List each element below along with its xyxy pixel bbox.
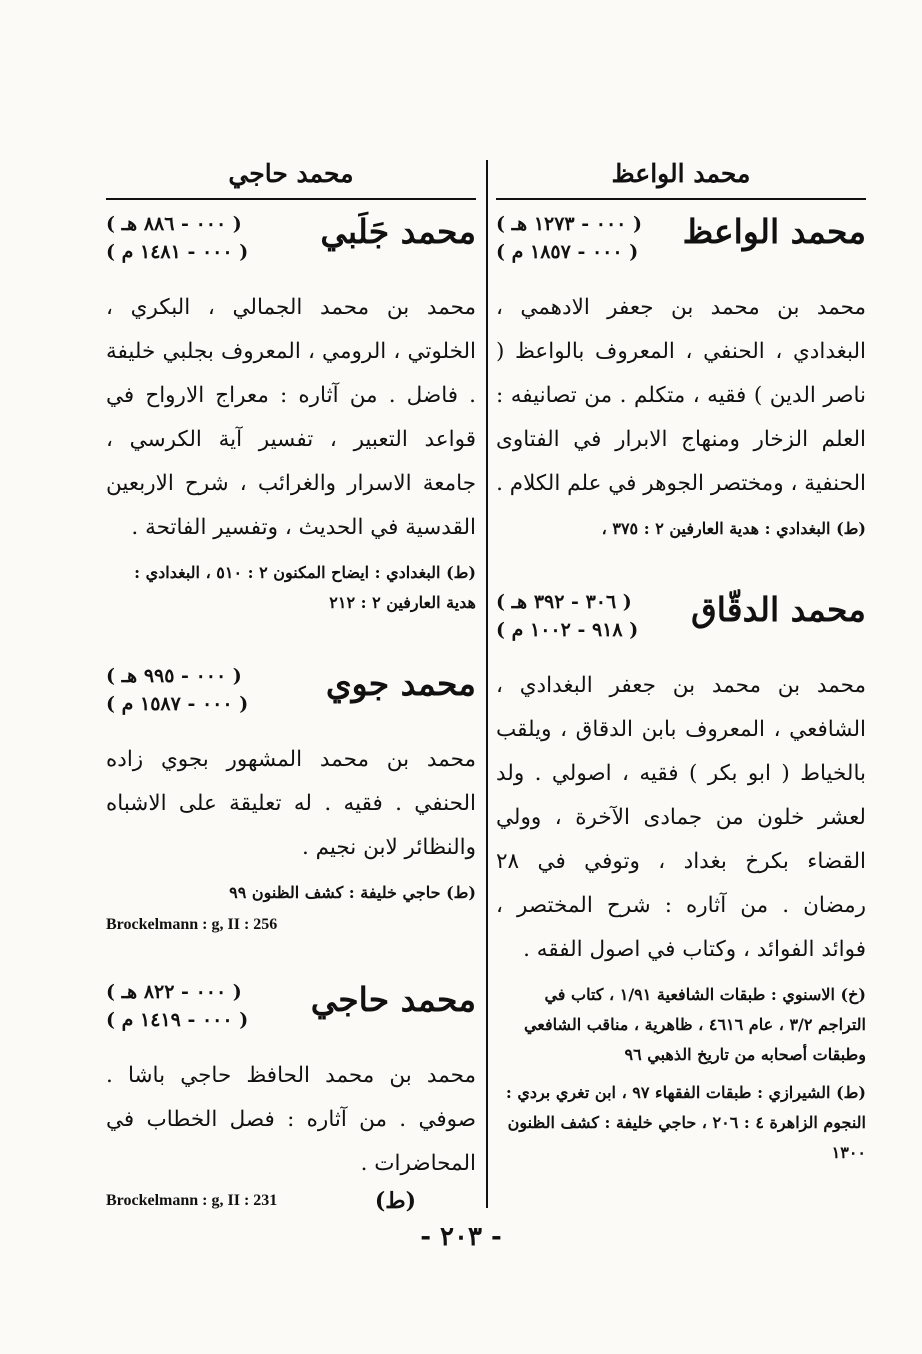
column-divider xyxy=(486,160,488,1208)
entry-dates xyxy=(106,210,248,266)
gregorian-dates: ( ٠٠٠ - ١٨٥٧ م ) xyxy=(496,241,639,263)
entry-heading xyxy=(106,660,476,732)
entry-dates xyxy=(106,978,248,1034)
entry-body: محمد بن محمد الحافظ حاجي باشا . صوفي . من آثاره : فصل الخطاب في المحاضرات . xyxy=(106,1063,476,1176)
entry-manuscript-sources: (خ) الاسنوي : طبقات الشافعية ١/٩١ ، كتاب في التراجم ٣/٢ ، عام ٤٦١٦ ، ظاهرية ، مناقب الشافعي وطبقات أصحابه من تاريخ الذهبي ٩٦ xyxy=(523,985,866,1064)
entry-dates xyxy=(496,588,638,644)
entry-muhammad-chelebi xyxy=(106,208,476,618)
entry-heading xyxy=(496,208,866,280)
entry-muhammad-jawi xyxy=(106,660,476,934)
entry-body: محمد بن محمد بن جعفر البغدادي ، الشافعي ، المعروف بابن الدقاق ، ويلقب بالخياط ( ابو بكر ) فقيه ، اصولي . ولد لعشر خلون من جمادى الآخرة ، وولي القضاء بكرخ بغداد ، وتوفي في ٢٨ رمضان . من آثاره : شرح المختصر ، فوائد الفوائد ، وكتاب في اصول الفقه . xyxy=(496,673,866,962)
entry-muhammad-al-daqqaq xyxy=(496,586,866,1168)
entry-heading xyxy=(496,586,866,658)
entry-sources: (ط) البغدادي : ايضاح المكنون ٢ : ٥١٠ ، البغدادي : هدية العارفين ٢ : ٢١٢ xyxy=(134,563,476,612)
hijri-dates: ( ٠٠٠ - ٨٨٦ هـ ) xyxy=(106,213,242,235)
entry-dates xyxy=(496,210,642,266)
spacer xyxy=(106,618,476,656)
left-column xyxy=(106,150,476,1222)
entry-heading xyxy=(106,976,476,1048)
hijri-dates: ( ٠٠٠ - ١٢٧٣ هـ ) xyxy=(496,213,642,235)
gregorian-dates: ( ٠٠٠ - ١٥٨٧ م ) xyxy=(106,693,249,715)
gregorian-dates: ( ٠٠٠ - ١٤١٩ م ) xyxy=(106,1009,249,1031)
page-number: - ٢٠٣ - xyxy=(420,1222,502,1252)
hijri-dates: ( ٣٠٦ - ٣٩٢ هـ ) xyxy=(496,591,632,613)
entry-name: محمد جَلَبي xyxy=(320,212,476,251)
gregorian-dates: ( ٠٠٠ - ١٤٨١ م ) xyxy=(106,241,249,263)
entry-name: محمد جوي xyxy=(325,664,476,703)
hijri-dates: ( ٠٠٠ - ٩٩٥ هـ ) xyxy=(106,665,242,687)
entry-printed-sources: (ط) الشيرازي : طبقات الفقهاء ٩٧ ، ابن تغري بردي : النجوم الزاهرة ٤ : ٢٠٦ ، حاجي خليفة : كشف الظنون ١٣٠٠ xyxy=(505,1083,866,1162)
entry-name: محمد الدقّاق xyxy=(691,590,866,629)
printed-source-tag: (ط) xyxy=(374,1188,416,1214)
gregorian-dates: ( ٩١٨ - ١٠٠٢ م ) xyxy=(496,619,639,641)
entry-sources: (ط) البغدادي : هدية العارفين ٢ : ٣٧٥ ، xyxy=(601,519,866,538)
right-running-header: محمد الواعظ xyxy=(611,159,751,188)
entry-sources: (ط) حاجي خليفة : كشف الظنون ٩٩ xyxy=(229,883,476,902)
entry-dates xyxy=(106,662,248,718)
entry-closing-line xyxy=(106,1188,476,1222)
entry-muhammad-al-waiz xyxy=(496,208,866,544)
left-running-header: محمد حاجي xyxy=(228,159,354,188)
entry-name: محمد حاجي xyxy=(310,980,476,1019)
spacer xyxy=(496,544,866,582)
latin-reference: Brockelmann : g, II : 256 xyxy=(106,916,278,933)
entry-body: محمد بن محمد بن جعفر الادهمي ، البغدادي ، الحنفي ، المعروف بالواعظ ( ناصر الدين ) فقيه ، متكلم . من تصانيفه : العلم الزخار ومنهاج الابرار في الفتاوى الحنفية ، ومختصر الجوهر في علم الكلام . xyxy=(496,295,866,496)
latin-reference: Brockelmann : g, II : 231 xyxy=(106,1192,278,1209)
spacer xyxy=(106,934,476,972)
entry-heading xyxy=(106,208,476,280)
right-column xyxy=(496,150,866,1168)
entry-body: محمد بن محمد الجمالي ، البكري ، الخلوتي ، الرومي ، المعروف بجلبي خليفة . فاضل . من آثاره : معراج الارواح في قواعد التعبير ، تفسير آية الكرسي ، جامعة الاسرار والغرائب ، شرح الاربعين القدسية في الحديث ، وتفسير الفاتحة . xyxy=(106,295,476,540)
entry-muhammad-haji xyxy=(106,976,476,1222)
hijri-dates: ( ٠٠٠ - ٨٢٢ هـ ) xyxy=(106,981,242,1003)
entry-body: محمد بن محمد المشهور بجوي زاده الحنفي . فقيه . له تعليقة على الاشباه والنظائر لابن نجيم . xyxy=(106,747,476,860)
entry-name: محمد الواعظ xyxy=(682,212,866,251)
